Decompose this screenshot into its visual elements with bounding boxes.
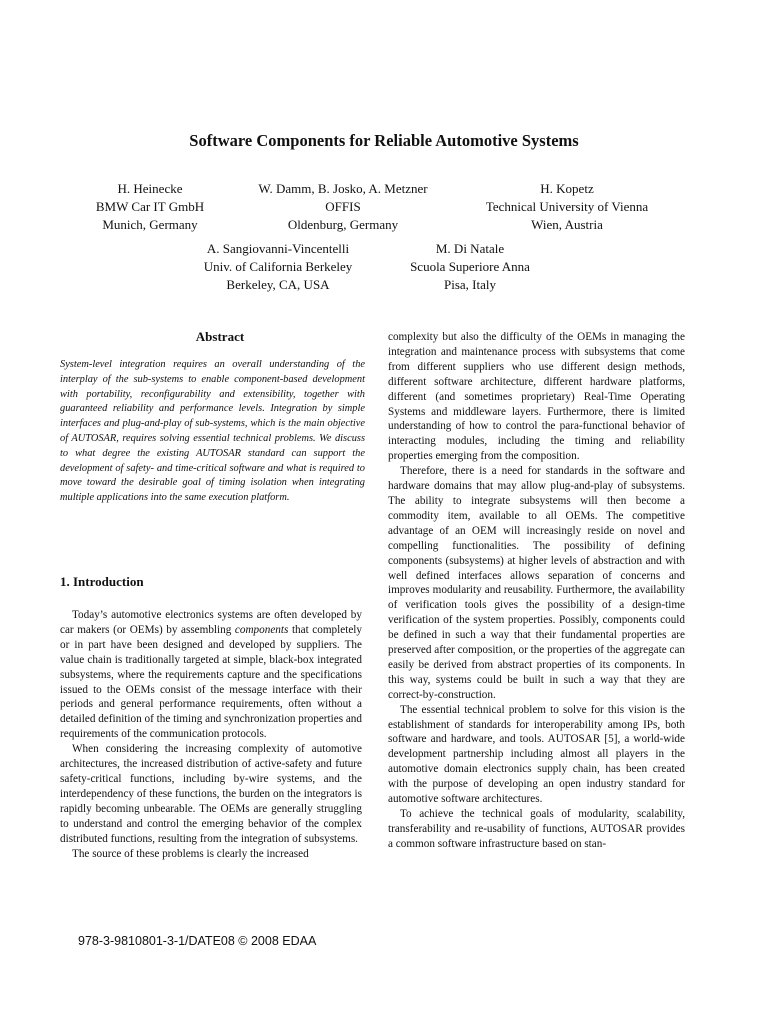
author-affiliation: OFFIS <box>325 199 361 214</box>
author-block-dinatale <box>404 240 536 294</box>
copyright-footer: 978-3-9810801-3-1/DATE08 © 2008 EDAA <box>78 934 317 948</box>
author-affiliation: Scuola Superiore Anna <box>410 259 530 274</box>
intro-paragraph-6: To achieve the technical goals of modularity, scalability, transferability and re-usability of functions, AUTOSAR provides a common software infrastructure based on stan- <box>388 808 685 850</box>
abstract-text: System-level integration requires an overall understanding of the interplay of the sub-systems to enable component-based development with portability, reconfigurability and extensibility, together with guaranteed reliability and performance levels. Integration by simple interfaces and plug-and-play of sub-systems, which is the main objective of AUTOSAR, requires solving essential technical problems. We discuss to what degree the existing AUTOSAR standard can support the development of safety- and time-critical software and what is required to move toward the desirable goal of timing isolation when integrating multiple applications into the same execution platform. <box>60 359 365 504</box>
intro-paragraph-2: When considering the increasing complexity of automotive architectures, the increased distribution of active-safety and future safety-critical functions, including by-wire systems, and the interdependency of these functions, the burden on the integrators is rapidly becoming unbearable. The OEMs are generally struggling to understand and control the emerging behavior of the complex distributed functions, resulting from the integration of subsystems. <box>60 743 362 845</box>
author-names: H. Heinecke <box>117 181 183 196</box>
text-span: that completely or in part have been designed and developed by suppliers. The value chain is traditionally targeted at simple, black-box integrated subsystems, where the requirements capture and the specifications issued to the OEMs consist of the message interface with their periods and general performance requirements, often without a detailed definition of the timing and synchronization properties and requirements of the communication protocols. <box>60 623 362 741</box>
author-block-kopetz <box>467 180 667 234</box>
author-block-heinecke <box>80 180 220 234</box>
section-heading-introduction: 1. Introduction <box>60 574 144 589</box>
author-affiliation: Univ. of California Berkeley <box>203 259 353 274</box>
left-column-body <box>60 608 362 861</box>
intro-paragraph-4: Therefore, there is a need for standards in the software and hardware domains that may allow plug-and-play of subsystems. The ability to integrate subsystems will then become a commodity item, available to all OEMs. The competitive advantage of an OEM will increasingly reside on novel and compelling functionalities. The possibility of defining components (subsystems) at higher levels of abstraction and with well defined interfaces allows separation of concerns and improves modularity and reusability. Furthermore, the availability of verification tools gives the possibility of a design-time verification of the system properties. Possibly, components could be defined in such a way that their fundamental properties are preserved after composition, or the properties of the aggregate can easily be derived from abstract properties of its components. In this way, systems could be built in such a way that they are correct-by-construction. <box>388 465 685 701</box>
paper-title: Software Components for Reliable Automotive Systems <box>189 131 579 150</box>
author-names: W. Damm, B. Josko, A. Metzner <box>258 181 428 196</box>
author-affiliation: BMW Car IT GmbH <box>95 199 205 214</box>
author-block-sangiovanni <box>183 240 373 294</box>
intro-paragraph-1 <box>60 608 362 742</box>
author-names: M. Di Natale <box>435 241 505 256</box>
author-block-damm <box>238 180 448 234</box>
author-location: Oldenburg, Germany <box>287 217 399 232</box>
emphasis-components: components <box>234 623 289 636</box>
author-location: Wien, Austria <box>531 217 603 232</box>
author-names: H. Kopetz <box>540 181 594 196</box>
right-column-body <box>388 330 685 852</box>
author-location: Pisa, Italy <box>444 277 496 292</box>
intro-paragraph-3: The source of these problems is clearly the increased <box>72 847 309 860</box>
intro-paragraph-3-continued: complexity but also the difficulty of the OEMs in managing the integration and maintenance process with subsystems that come from different suppliers who use different design methods, different software architecture, different hardware platforms, different (and sometimes proprietary) Real-Time Operating Systems and middleware layers. Furthermore, there is limited understanding of how to control the para-functional behavior of interacting modules, including the timing and reliability properties emerging from the composition. <box>388 331 685 463</box>
intro-paragraph-5: The essential technical problem to solve for this vision is the establishment of standards for interoperability among IPs, both software and hardware, and tools. AUTOSAR [5], a world-wide development partnership including almost all players in the automotive domain electronics supply chain, has been created with the purpose of developing an open industry standard for automotive software architectures. <box>388 703 685 806</box>
author-names: A. Sangiovanni-Vincentelli <box>206 241 350 256</box>
author-location: Munich, Germany <box>102 217 198 232</box>
author-location: Berkeley, CA, USA <box>226 277 330 292</box>
text-span: Today’s automotive electronics systems are often developed by car makers (or OEMs) by assembling <box>60 609 362 636</box>
abstract-heading: Abstract <box>195 329 245 344</box>
author-affiliation: Technical University of Vienna <box>485 199 649 214</box>
